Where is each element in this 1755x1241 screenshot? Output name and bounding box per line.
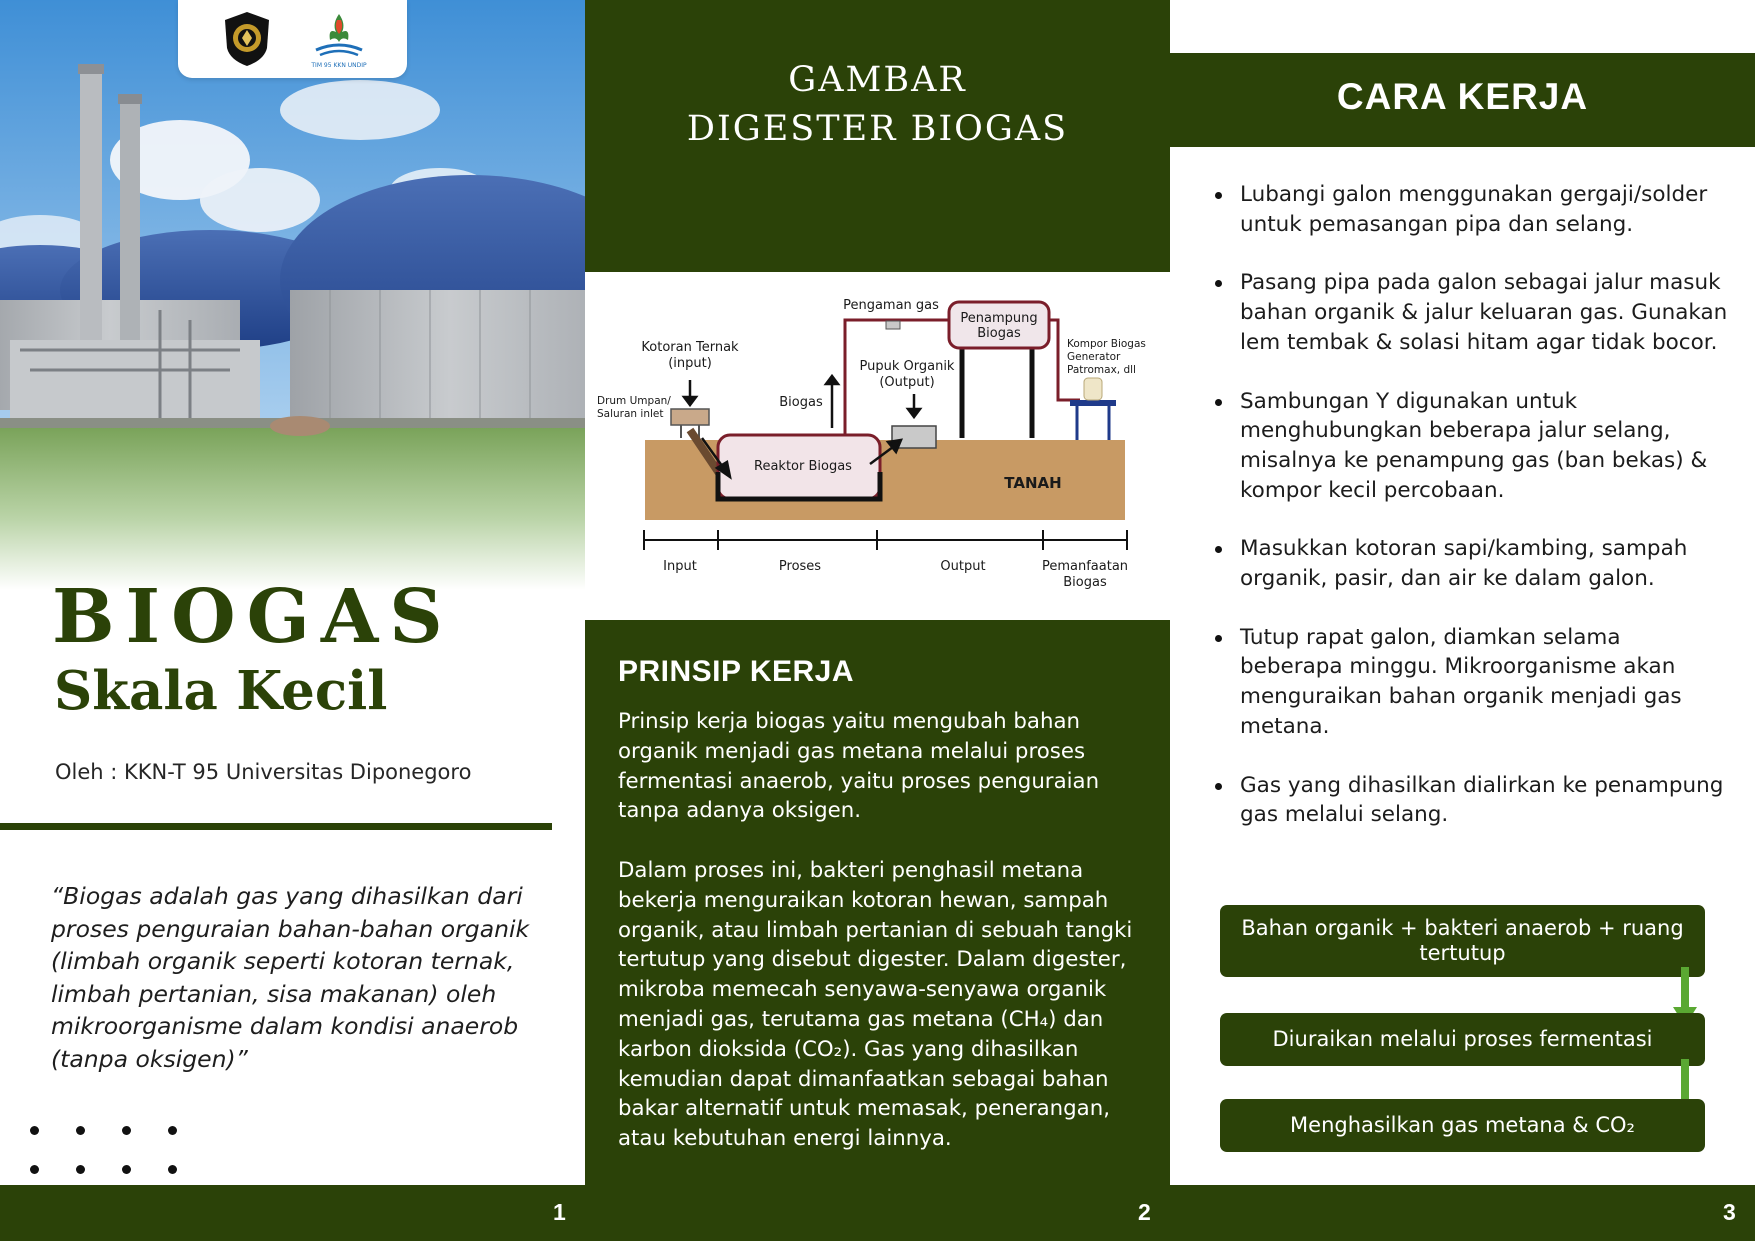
diagram-title-line1: GAMBAR (788, 60, 967, 100)
principle-heading: PRINSIP KERJA (618, 655, 855, 688)
label-drum-1: Drum Umpan/ (597, 395, 671, 407)
definition-quote: “Biogas adalah gas yang dihasilkan dari proses penguraian bahan-bahan organik (limbah organik seperti kotoran ternak, limbah pertanian, sisa makanan) oleh mikroorganisme dalam kondisi anaerob (tanpa oksigen)” (51, 882, 530, 1073)
list-item: Pasang pipa pada galon sebagai jalur masuk bahan organik & jalur keluaran gas. Gunakan lem tembak & solasi hitam agar tidak bocor. (1213, 268, 1728, 357)
label-reactor: Reaktor Biogas (754, 459, 852, 474)
label-safety-valve: Pengaman gas (843, 298, 939, 313)
label-fertilizer-2: (Output) (879, 375, 935, 390)
how-it-works-title: CARA KERJA (1336, 76, 1589, 117)
inlet-drum (671, 409, 709, 425)
label-gas-holder-1: Penampung (960, 311, 1038, 326)
label-biogas: Biogas (779, 395, 823, 410)
list-item: Sambungan Y digunakan untuk menghubungkan beberapa jalur selang, misalnya ke penampung gas (ban bekas) & kompor kecil percobaan. (1213, 387, 1728, 506)
principle-paragraph-1: Prinsip kerja biogas yaitu mengubah bahan organik menjadi gas metana melalui proses fermentasi anaerob, yaitu proses penguraian tanpa adanya oksigen. (618, 709, 1100, 824)
label-soil: TANAH (1004, 474, 1062, 492)
page-number-2: 2 (1138, 1199, 1151, 1225)
label-stage-process: Proses (778, 559, 822, 574)
flow-step-3 (1220, 1099, 1705, 1152)
flow-step-1 (1220, 905, 1705, 977)
label-stage-usage-2: Biogas (1063, 575, 1107, 590)
label-stage-usage-1: Pemanfaatan (1041, 559, 1129, 574)
principle-paragraph-2: Dalam proses ini, bakteri penghasil metana bekerja menguraikan kotoran hewan, sampah organik, atau limbah pertanian di sebuah tangki tertutup yang disebut digester. Dalam digester, mikroba memecah senyawa-senyawa organik menjadi gas, terutama gas metana (CH₄) dan karbon dioksida (CO₂). Gas yang dihasilkan kemudian dapat dimanfaatkan sebagai bahan bakar alternatif untuk memasak, penerangan, atau kebutuhan energi lainnya. (618, 858, 1133, 1152)
label-manure-1: Kotoran Ternak (641, 340, 739, 355)
label-stove-1: Kompor Biogas (1067, 338, 1146, 350)
panel-principle (585, 0, 1170, 1241)
logo-card (178, 0, 407, 78)
stove-table (1070, 400, 1116, 406)
list-item: Gas yang dihasilkan dialirkan ke penampung gas melalui selang. (1213, 771, 1728, 830)
flow-step-2 (1220, 1013, 1705, 1066)
page-number-3: 3 (1723, 1199, 1736, 1225)
university-emblem-icon (222, 10, 272, 68)
flow-step-label: Diuraikan melalui proses fermentasi (1272, 1027, 1653, 1051)
list-item: Masukkan kotoran sapi/kambing, sampah organik, pasir, dan air ke dalam galon. (1213, 534, 1728, 593)
flow-step-label: Menghasilkan gas metana & CO₂ (1290, 1113, 1635, 1137)
panel-how-it-works (1170, 0, 1755, 1241)
panel-cover (0, 0, 585, 1241)
label-drum-2: Saluran inlet (597, 408, 664, 420)
label-stage-input: Input (663, 559, 697, 574)
digester-diagram (585, 272, 1170, 620)
list-item: Lubangi galon menggunakan gergaji/solder untuk pemasangan pipa dan selang. (1213, 180, 1728, 239)
team-logo-icon (310, 10, 368, 70)
label-stove-3: Patromax, dll (1067, 364, 1136, 376)
flow-step-label: Bahan organik + bakteri anaerob + ruang tertutup (1241, 916, 1684, 965)
safety-valve (886, 321, 900, 329)
label-manure-2: (input) (668, 356, 712, 371)
diagram-title (585, 56, 1170, 154)
team-logo-text: TIM 95 KKN UNDIP (311, 62, 367, 69)
label-gas-holder-2: Biogas (977, 326, 1021, 341)
label-stage-output: Output (940, 559, 986, 574)
label-fertilizer-1: Pupuk Organik (859, 359, 955, 374)
steps-list (1213, 180, 1728, 859)
biogas-plant-photo (0, 0, 585, 590)
cover-title: BIOGAS (52, 574, 454, 660)
list-item: Tutup rapat galon, diamkan selama beberapa minggu. Mikroorganisme akan menguraikan bahan organik menjadi gas metana. (1213, 623, 1728, 742)
label-stove-2: Generator (1067, 351, 1121, 363)
diagram-title-line2: DIGESTER BIOGAS (686, 109, 1069, 149)
cover-subtitle: Skala Kecil (54, 660, 388, 722)
section-divider (0, 823, 552, 830)
page-number-1: 1 (553, 1199, 566, 1225)
footer-bar (0, 1185, 1755, 1241)
author-credit: Oleh : KKN-T 95 Universitas Diponegoro (55, 760, 472, 784)
